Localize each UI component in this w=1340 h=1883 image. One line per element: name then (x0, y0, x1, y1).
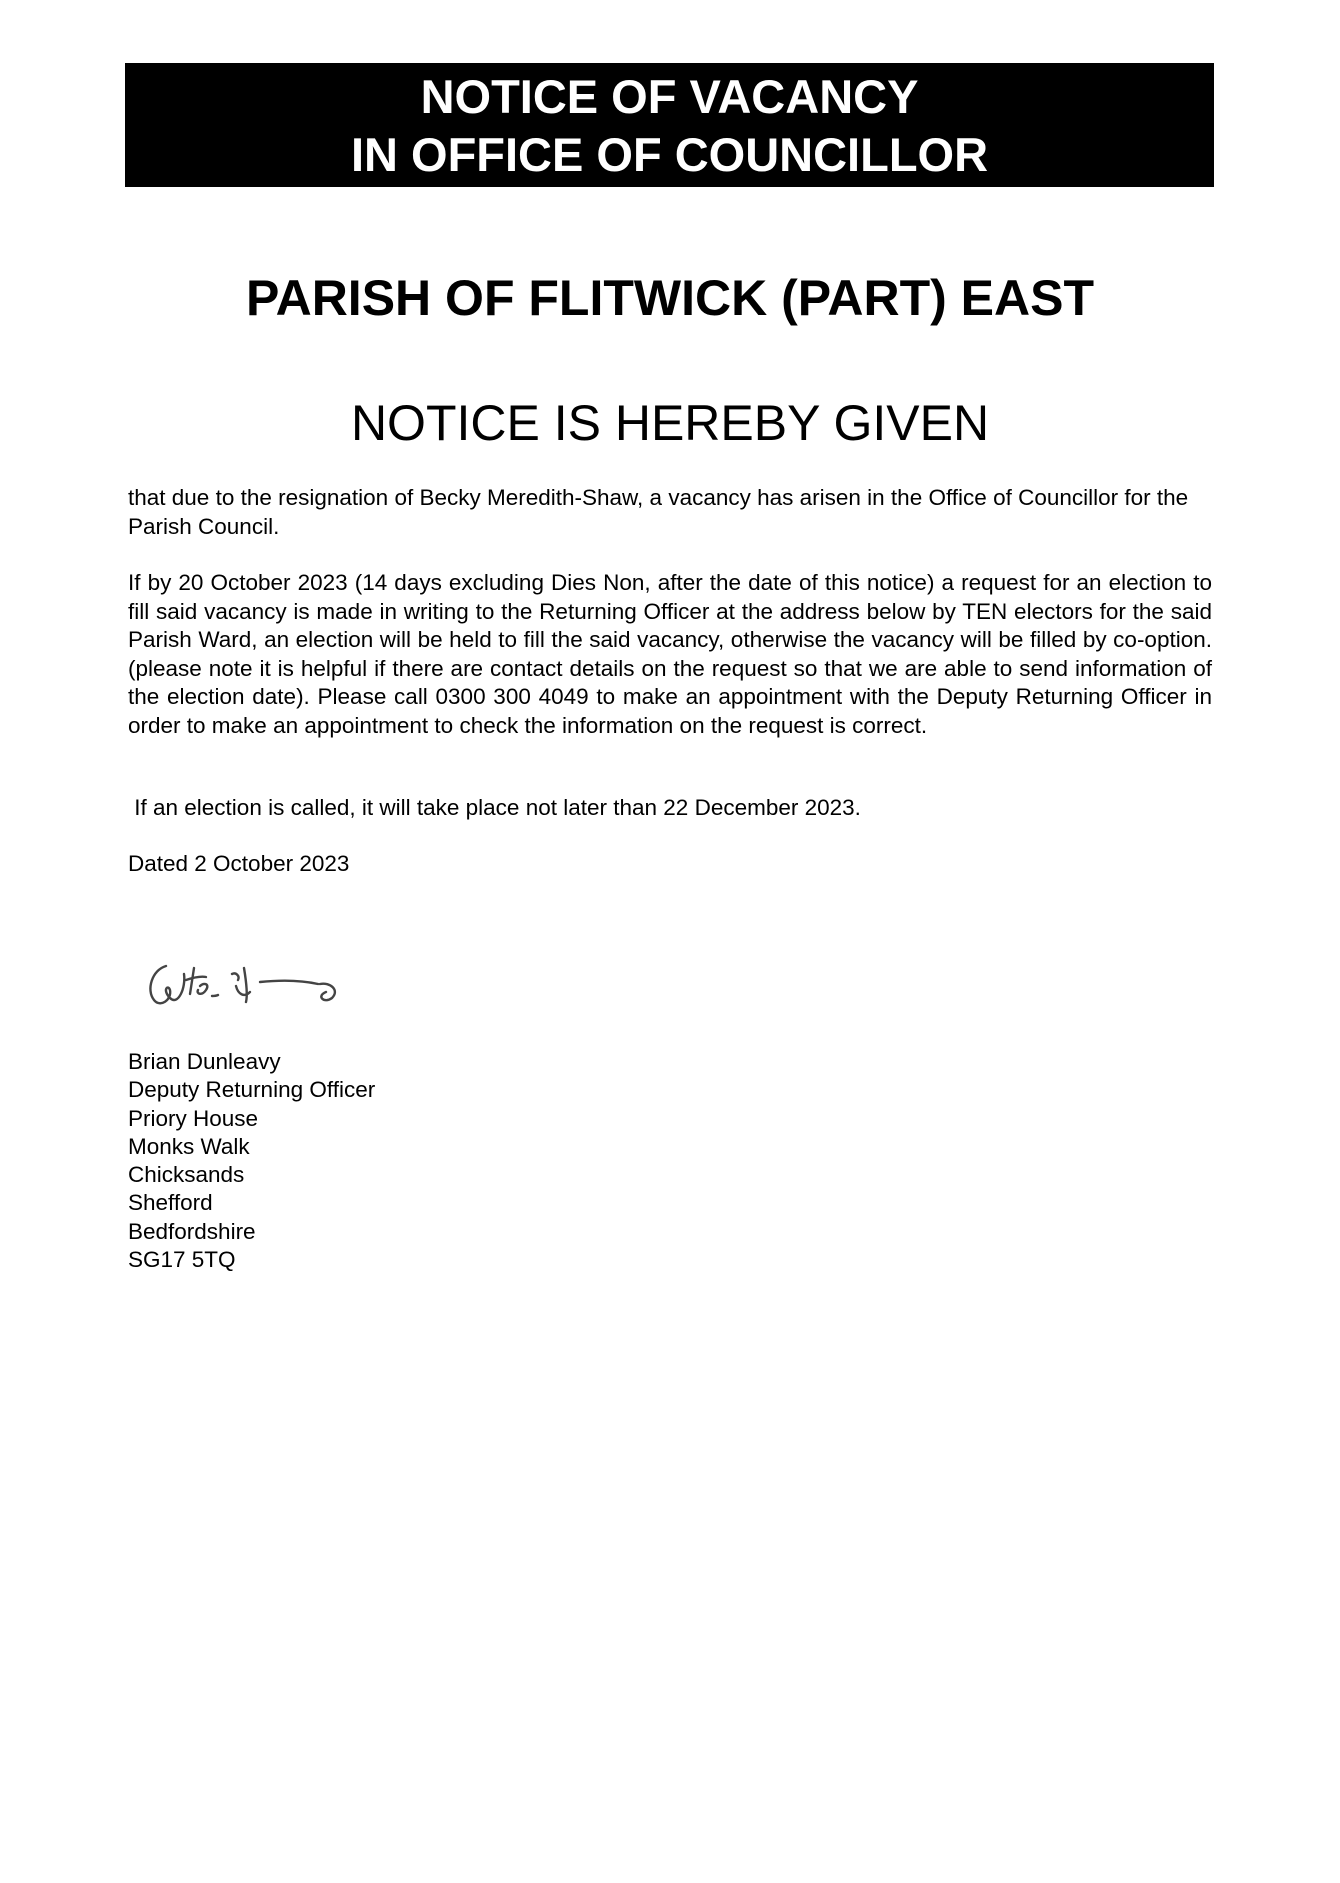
address-line: SG17 5TQ (128, 1247, 236, 1273)
paragraph-election-request: If by 20 October 2023 (14 days excluding Dies Non, after the date of this notice) a request for an election to fill said vacancy is made in writing to the Returning Officer at the address below by TEN electors for the said Parish Ward, an election will be held to fill the said vacancy, otherwise the vacancy will be filled by co-option.(please note it is helpful if there are contact details on the request so that we are able to send information of the election date). Please call 0300 300 4049 to make an appointment with the Deputy Returning Officer in order to make an appointment to check the information on the request is correct. (128, 570, 1212, 738)
dated-line: Dated 2 October 2023 (128, 851, 350, 876)
signatory-name: Brian Dunleavy (128, 1049, 281, 1074)
address-line: Priory House (128, 1105, 259, 1131)
paragraph-election-date: If an election is called, it will take place not later than 22 December 2023. (128, 795, 861, 820)
banner-line-1: NOTICE OF VACANCY (420, 70, 919, 123)
banner-line-2: IN OFFICE OF COUNCILLOR (350, 128, 989, 181)
address-line: Chicksands (128, 1162, 245, 1188)
signatory-role: Deputy Returning Officer (128, 1077, 376, 1103)
paragraph-vacancy: that due to the resignation of Becky Meredith-Shaw, a vacancy has arisen in the Office of Councillor for the Parish Council. (128, 485, 1189, 539)
parish-title: PARISH OF FLITWICK (PART) EAST (245, 270, 1095, 326)
signatory-block (128, 1048, 375, 1274)
notice-heading: NOTICE IS HEREBY GIVEN (350, 395, 990, 451)
address-line: Monks Walk (128, 1133, 250, 1159)
signature-image (140, 950, 370, 1020)
notice-banner (125, 63, 1214, 187)
address-line: Shefford (128, 1190, 213, 1216)
address-line: Bedfordshire (128, 1218, 256, 1244)
